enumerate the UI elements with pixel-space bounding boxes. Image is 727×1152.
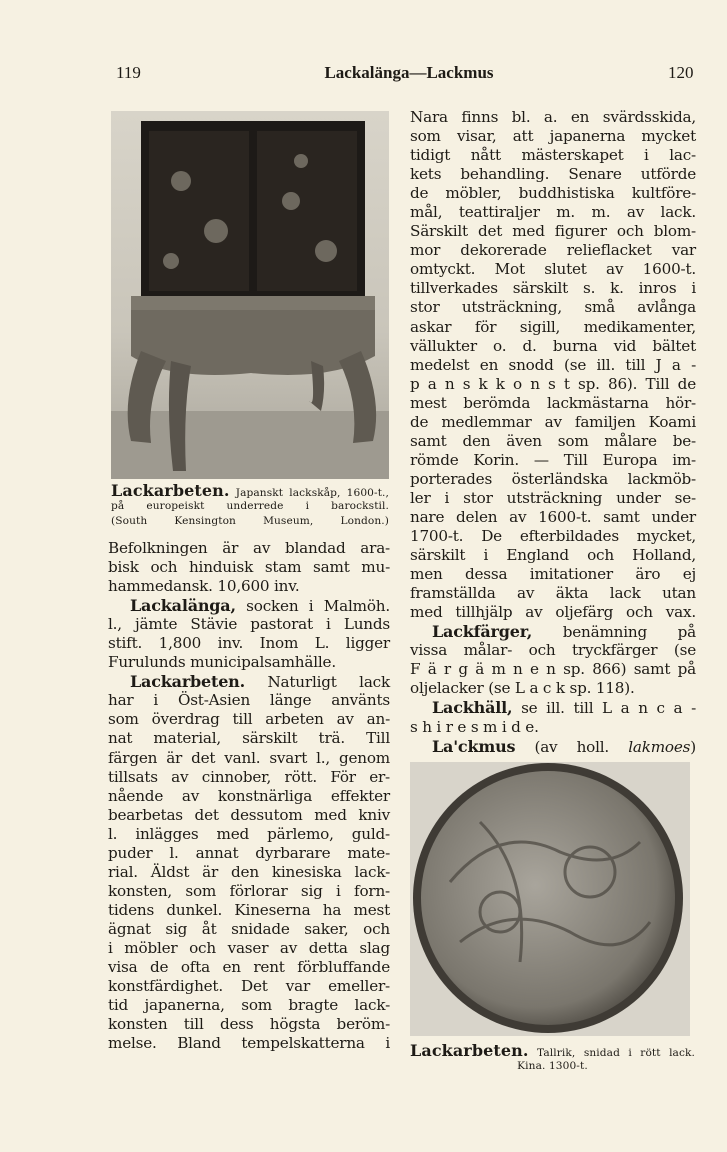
headword: Lackalänga, [130,596,236,616]
text: bearbetas det dessutom med kniv [108,805,390,824]
text: Japanskt lackskåp, 1600-t., [229,487,389,499]
text: socken i Malmöh. [235,597,390,616]
text-line [410,622,696,641]
headword: Lackarbeten. [130,672,245,692]
text-line [410,375,696,394]
text: de möbler, buddhistiska kultföre- [410,184,696,203]
text: ) [690,737,696,756]
text: mål, teattiraljer m. m. av lack. [410,203,696,222]
text-line [410,660,696,679]
text-line [108,691,390,710]
text-line [108,749,390,768]
text: på europeiskt underrede i barockstil. [111,499,389,512]
text: Naturligt lack [244,673,390,692]
text-line [108,1034,390,1053]
text: s h i r e s m i d e. [410,717,539,736]
text-line [108,806,390,825]
text: melse. Bland tempelskatterna i [108,1034,390,1053]
carved-lacquer-plate-photo [410,762,690,1036]
text-line [410,489,696,508]
text: men dessa imitationer äro ej [410,565,696,584]
text: tillverkades särskilt s. k. inros i [410,279,696,298]
text: tidigt nått mästerskapet i lac- [410,146,696,165]
page-number-left: 119 [116,63,141,82]
running-title: Lackalänga—Lackmus [324,63,494,82]
text: nare delen av 1600-t. samt under [410,507,696,526]
text: F ä r g ä m n e n sp. 866) samt på [410,660,696,679]
figure2-caption [410,1043,695,1074]
text: vissa målar- och tryckfärger (se [410,641,696,660]
text-line [410,241,696,260]
text-line [410,337,696,356]
text-line [410,108,696,127]
headword: Lackarbeten. [111,481,230,500]
text-line [410,737,696,756]
text: p a n s k k o n s t sp. 86). Till de [410,374,696,393]
text-line [108,920,390,939]
text-line [108,615,390,634]
figure1-caption [111,483,389,530]
text: ler i stor utsträckning under se- [410,488,696,507]
text-line [108,710,390,729]
text-line [410,698,696,717]
text: (av holl. [515,737,629,756]
text: rial. Äldst är den kinesiska lack- [108,862,390,881]
text-line [410,527,696,546]
text-line [108,977,390,996]
right-column [410,108,696,756]
text-line [410,165,696,184]
text: kets behandling. Senare utförde [410,165,696,184]
text-line [410,356,696,375]
text-line [410,565,696,584]
text-line [108,577,390,596]
text-line [410,222,696,241]
text: Kina. 1300-t. [517,1059,588,1072]
text: i möbler och vaser av detta slag [108,938,390,957]
text-line [108,596,390,615]
text: l., jämte Stävie pastorat i Lunds [108,615,390,634]
text-line [410,451,696,470]
text: mest berömda lackmästarna hör- [410,393,696,412]
text-line [410,127,696,146]
text-line [410,470,696,489]
text-line [108,539,390,558]
text: römde Korin. — Till Europa im- [410,450,696,469]
text: oljelacker (se L a c k sp. 118). [410,679,635,698]
text-line [410,584,696,603]
text-line [410,413,696,432]
text: ägnat sig åt snidade saker, och [108,919,390,938]
text-line [108,901,390,920]
text: Furulunds municipalsamhälle. [108,653,336,672]
text: tid japanerna, som bragte lack- [108,996,390,1015]
lacquer-cabinet-photo [111,111,389,479]
text-line [410,679,696,698]
text-line [108,825,390,844]
headword: Lackarbeten. [410,1041,529,1060]
text: vällukter o. d. burna vid bältet [410,336,696,355]
text: se ill. till L a n c a - [512,699,696,718]
text: med tillhjälp av oljefärg och vax. [410,603,696,622]
text-line [108,1015,390,1034]
text: konsten till dess högsta beröm- [108,1015,390,1034]
caption-line [410,1043,695,1059]
text: Befolkningen är av blandad ara- [108,539,390,557]
headword: Lackfärger, [432,622,533,642]
text-line [108,558,390,577]
text-line [108,653,390,672]
text-line [108,958,390,977]
caption-line [111,499,389,515]
text-line [108,882,390,901]
italic-term: lakmoes [628,737,691,756]
caption-line [410,1059,695,1075]
text: framställda av äkta lack utan [410,584,696,603]
text: som visar, att japanerna mycket [410,127,696,146]
text: 1700-t. De efterbildades mycket, [410,527,696,546]
text-line [108,729,390,748]
text: l. inlägges med pärlemo, guld- [108,824,390,843]
text-line [410,718,696,737]
text-line [410,546,696,565]
text-line [410,203,696,222]
text-line [108,996,390,1015]
text-line [108,939,390,958]
text: tillsats av cinnober, rött. För er- [108,767,390,786]
text-line [108,863,390,882]
text: Särskilt det med figurer och blom- [410,222,696,241]
text: Nara finns bl. a. en svärdsskida, [410,108,696,126]
text: benämning på [532,623,696,642]
text: samt den även som målare be- [410,431,696,450]
text: konstfärdighet. Det var emeller- [108,977,390,996]
text-line [108,634,390,653]
text: har i Öst-Asien länge använts [108,691,390,710]
text: askar för sigill, medikamenter, [410,317,696,336]
text: puder l. annat dyrbarare mate- [108,843,390,862]
text-line [410,641,696,660]
text-line [410,279,696,298]
text: stift. 1,800 inv. Inom L. ligger [108,634,390,653]
text-line [410,432,696,451]
text: hammedansk. 10,600 inv. [108,577,300,596]
text: Tallrik, snidad i rött lack. [528,1047,695,1059]
text: bisk och hinduisk stam samt mu- [108,558,390,577]
text-line [410,260,696,279]
caption-line [111,483,389,499]
caption-line [111,514,389,530]
text-line [108,768,390,787]
left-column [108,539,390,1053]
text-line [108,844,390,863]
text-line [410,298,696,317]
page-number-right: 120 [668,63,694,82]
text: nat material, särskilt trä. Till [108,729,390,748]
text: mor dekorerade relieflacket var [410,241,696,260]
text: medelst en snodd (se ill. till J a - [410,355,696,374]
text: som överdrag till arbeten av an- [108,710,390,729]
text-line [410,184,696,203]
text: färgen är det vanl. svart l., genom [108,748,390,767]
text: nående av konstnärliga effekter [108,786,390,805]
text-line [108,672,390,691]
text: konsten, som förlorar sig i forn- [108,881,390,900]
text-line [108,787,390,806]
text-line [410,508,696,527]
text-line [410,603,696,622]
text: porterades österländska lackmöb- [410,469,696,488]
text: de medlemmar av familjen Koami [410,412,696,431]
text: särskilt i England och Holland, [410,546,696,565]
text: stor utsträckning, små avlånga [410,298,696,317]
text: visa de ofta en rent förbluffande [108,958,390,977]
headword: Lackhäll, [432,698,513,718]
headword: La'ckmus [432,736,516,756]
text-line [410,394,696,413]
text-line [410,146,696,165]
text: tidens dunkel. Kineserna ha mest [108,900,390,919]
text: omtyckt. Mot slutet av 1600-t. [410,260,696,279]
text-line [410,318,696,337]
text: (South Kensington Museum, London.) [111,515,389,527]
